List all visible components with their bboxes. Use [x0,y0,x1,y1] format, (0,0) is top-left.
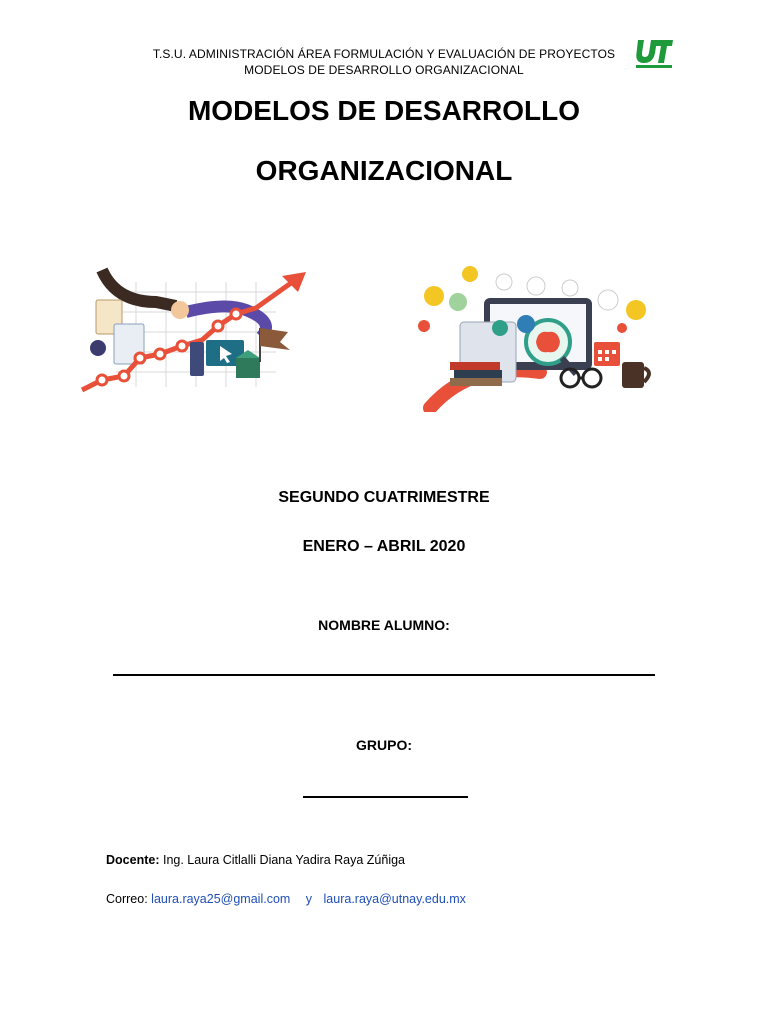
teacher-info [106,853,405,867]
semester-label: SEGUNDO CUATRIMESTRE [278,489,490,506]
group-line [303,796,468,798]
document-title-line-2: ORGANIZACIONAL [255,155,513,186]
email-link-2[interactable]: laura.raya@utnay.edu.mx [323,892,466,906]
email-conjunction: y [305,892,313,906]
student-name-line [113,674,655,676]
technology-brain-illustration [410,262,658,412]
student-name-label: NOMBRE ALUMNO: [318,617,450,633]
business-growth-illustration [76,262,310,400]
email-label: Correo: [106,892,148,906]
email-link-1[interactable]: laura.raya25@gmail.com [151,892,291,906]
group-label: GRUPO: [356,737,412,753]
header-line-1: T.S.U. ADMINISTRACIÓN ÁREA FORMULACIÓN Y EVALUACIÓN DE PROYECTOS [152,47,616,61]
document-title-line-1: MODELOS DE DESARROLLO [187,95,580,126]
header-line-2: MODELOS DE DESARROLLO ORGANIZACIONAL [244,63,524,77]
teacher-label: Docente: [106,853,160,867]
teacher-name: Ing. Laura Citlalli Diana Yadira Raya Zúñiga [162,853,406,867]
ut-logo-icon [634,37,674,69]
period-label: ENERO – ABRIL 2020 [302,538,466,555]
email-info [106,892,466,906]
